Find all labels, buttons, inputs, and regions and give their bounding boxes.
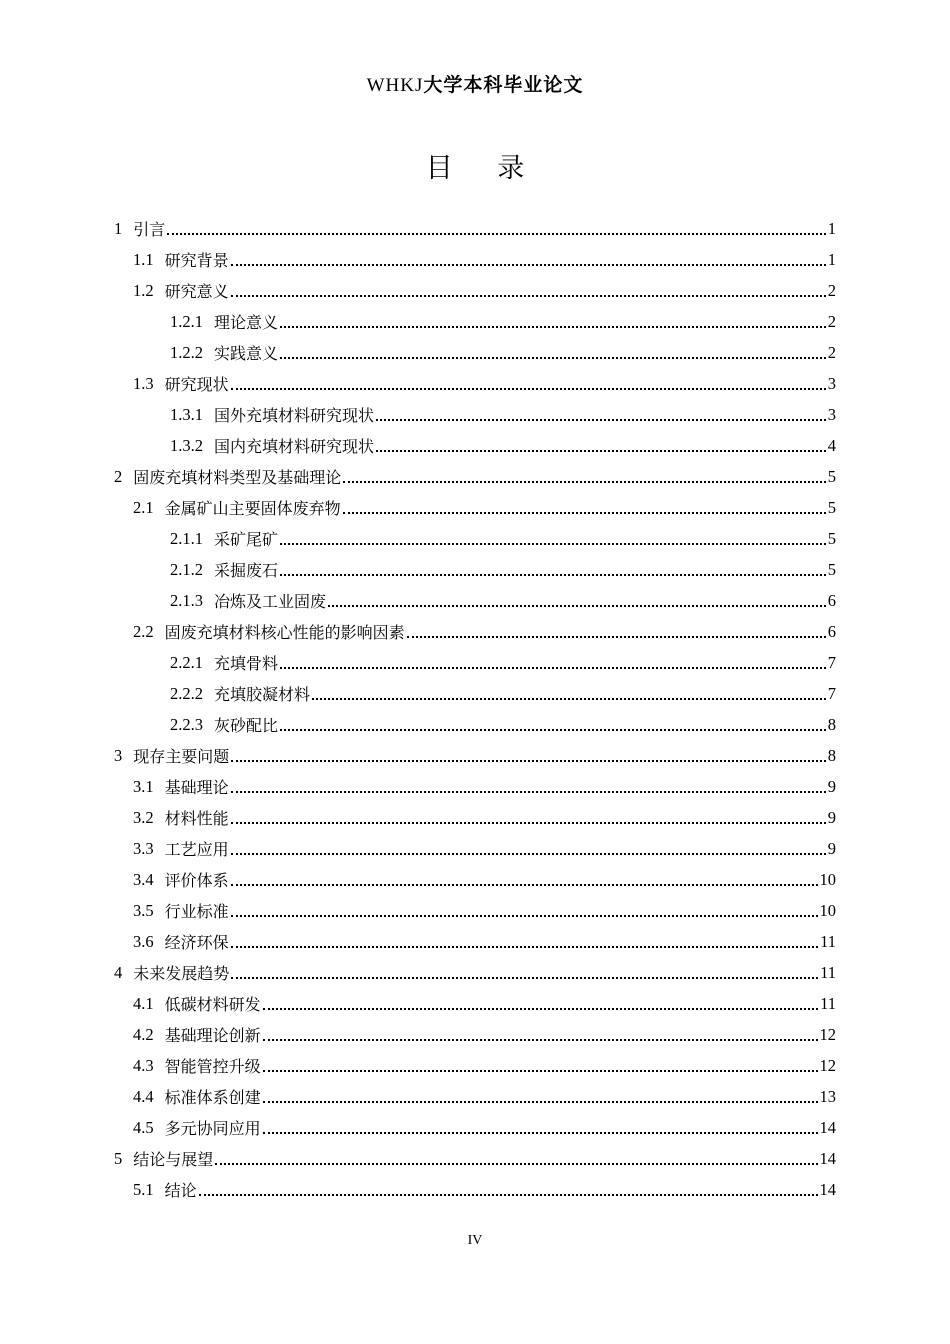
toc-entry-label: 冶炼及工业固废 <box>214 592 327 611</box>
toc-entry-label: 经济环保 <box>164 933 229 952</box>
toc-entry-page: 6 <box>827 621 836 641</box>
toc-entry-label: 充填骨料 <box>214 654 279 673</box>
toc-entry-label: 行业标准 <box>164 902 229 921</box>
toc-dot-leader <box>312 698 826 700</box>
toc-entry-number: 2 <box>114 466 123 486</box>
toc-entry-number: 4.2 <box>133 1024 154 1044</box>
toc-entry-number: 4.1 <box>133 993 154 1013</box>
toc-entry-page: 11 <box>820 931 836 951</box>
toc-entry-page: 5 <box>827 528 836 548</box>
toc-entry-number: 1.2.2 <box>170 342 203 362</box>
toc-entry-number: 5.1 <box>133 1179 154 1199</box>
toc-entry-number: 4.3 <box>133 1055 154 1075</box>
toc-entry-page: 14 <box>819 1148 836 1168</box>
toc-entry[interactable] <box>0 430 950 461</box>
toc-entry-page: 14 <box>819 1117 836 1137</box>
toc-entry[interactable] <box>0 337 950 368</box>
toc-entry-label: 采矿尾矿 <box>214 530 279 549</box>
toc-entry[interactable] <box>0 399 950 430</box>
toc-dot-leader <box>407 636 826 638</box>
toc-entry-number: 5 <box>114 1148 123 1168</box>
toc-entry-page: 2 <box>827 280 836 300</box>
toc-entry-page: 9 <box>827 807 836 827</box>
toc-entry-label: 国内充填材料研究现状 <box>214 437 375 456</box>
toc-dot-leader <box>231 946 818 948</box>
toc-entry-page: 6 <box>827 590 836 610</box>
toc-entry[interactable] <box>0 895 950 926</box>
toc-entry-label: 未来发展趋势 <box>133 964 230 983</box>
toc-entry-number: 1 <box>114 218 123 238</box>
toc-entry-page: 11 <box>820 993 836 1013</box>
toc-entry[interactable] <box>0 926 950 957</box>
toc-entry-page: 10 <box>819 869 836 889</box>
toc-entry-page: 3 <box>827 404 836 424</box>
toc-entry-number: 3.6 <box>133 931 154 951</box>
toc-dot-leader <box>343 481 825 483</box>
toc-entry-number: 4.5 <box>133 1117 154 1137</box>
toc-entry-number: 3.1 <box>133 776 154 796</box>
header-chinese: 大学本科毕业论文 <box>423 74 584 96</box>
toc-entry-label: 基础理论 <box>164 778 229 797</box>
toc-entry-number: 2.2.3 <box>170 714 203 734</box>
toc-entry[interactable] <box>0 988 950 1019</box>
toc-dot-leader <box>231 853 826 855</box>
toc-entry-label: 评价体系 <box>164 871 229 890</box>
toc-dot-leader <box>231 760 825 762</box>
toc-entry-label: 实践意义 <box>214 344 279 363</box>
toc-dot-leader <box>231 264 826 266</box>
toc-entry-label: 充填胶凝材料 <box>214 685 311 704</box>
toc-entry-page: 11 <box>820 962 836 982</box>
toc-entry-number: 2.1 <box>133 497 154 517</box>
toc-entry-number: 1.2.1 <box>170 311 203 331</box>
toc-entry-page: 12 <box>819 1024 836 1044</box>
toc-dot-leader <box>231 915 818 917</box>
toc-entry-page: 7 <box>827 652 836 672</box>
toc-dot-leader <box>231 295 826 297</box>
toc-entry-page: 3 <box>827 373 836 393</box>
toc-dot-leader <box>231 977 818 979</box>
toc-dot-leader <box>280 543 826 545</box>
toc-entry[interactable] <box>0 802 950 833</box>
toc-entry[interactable] <box>0 1143 950 1174</box>
toc-entry-number: 2.1.1 <box>170 528 203 548</box>
toc-dot-leader <box>231 822 826 824</box>
toc-entry[interactable] <box>0 771 950 802</box>
toc-entry-page: 1 <box>827 218 836 238</box>
toc-entry-number: 1.3 <box>133 373 154 393</box>
toc-entry-number: 4 <box>114 962 123 982</box>
toc-entry-label: 标准体系创建 <box>164 1088 261 1107</box>
toc-dot-leader <box>280 326 826 328</box>
toc-dot-leader <box>376 450 826 452</box>
toc-entry-page: 5 <box>827 559 836 579</box>
toc-dot-leader <box>263 1101 818 1103</box>
toc-entry-number: 2.1.2 <box>170 559 203 579</box>
toc-entry[interactable] <box>0 833 950 864</box>
toc-entry[interactable] <box>0 1112 950 1143</box>
toc-dot-leader <box>280 667 826 669</box>
toc-dot-leader <box>231 388 826 390</box>
toc-entry-label: 基础理论创新 <box>164 1026 261 1045</box>
toc-entry-number: 3.4 <box>133 869 154 889</box>
toc-dot-leader <box>167 233 825 235</box>
toc-entry-page: 5 <box>827 497 836 517</box>
toc-dot-leader <box>263 1008 818 1010</box>
toc-entry[interactable] <box>0 275 950 306</box>
toc-entry-page: 13 <box>819 1086 836 1106</box>
toc-entry[interactable] <box>0 616 950 647</box>
toc-entry-label: 研究背景 <box>164 251 229 270</box>
toc-entry-label: 国外充填材料研究现状 <box>214 406 375 425</box>
toc-entry[interactable] <box>0 368 950 399</box>
toc-entry-label: 智能管控升级 <box>164 1057 261 1076</box>
toc-entry-page: 9 <box>827 838 836 858</box>
toc-entry-label: 固废充填材料类型及基础理论 <box>133 468 342 487</box>
toc-dot-leader <box>263 1132 818 1134</box>
toc-entry[interactable] <box>0 554 950 585</box>
toc-entry-number: 2.2.1 <box>170 652 203 672</box>
toc-entry-label: 灰砂配比 <box>214 716 279 735</box>
toc-entry-label: 研究现状 <box>164 375 229 394</box>
toc-entry-label: 研究意义 <box>164 282 229 301</box>
toc-entry[interactable] <box>0 244 950 275</box>
header-latin: WHKJ <box>366 75 424 96</box>
toc-entry[interactable] <box>0 523 950 554</box>
toc-entry-label: 现存主要问题 <box>133 747 230 766</box>
toc-entry[interactable] <box>0 709 950 740</box>
toc-dot-leader <box>263 1039 818 1041</box>
toc-entry-page: 2 <box>827 342 836 362</box>
toc-entry-number: 1.3.1 <box>170 404 203 424</box>
toc-entry[interactable] <box>0 1174 950 1205</box>
toc-dot-leader <box>280 357 826 359</box>
toc-entry-number: 3.5 <box>133 900 154 920</box>
toc-entry-number: 2.2 <box>133 621 154 641</box>
toc-dot-leader <box>215 1163 817 1165</box>
toc-entry-number: 3.2 <box>133 807 154 827</box>
toc-entry-number: 1.1 <box>133 249 154 269</box>
toc-entry[interactable] <box>0 678 950 709</box>
toc-entry[interactable] <box>0 306 950 337</box>
toc-entry-page: 5 <box>827 466 836 486</box>
toc-entry[interactable] <box>0 1019 950 1050</box>
toc-entry-label: 材料性能 <box>164 809 229 828</box>
toc-entry-number: 2.2.2 <box>170 683 203 703</box>
toc-entry[interactable] <box>0 1050 950 1081</box>
toc-dot-leader <box>263 1070 818 1072</box>
toc-entry[interactable] <box>0 1081 950 1112</box>
toc-entry[interactable] <box>0 740 950 771</box>
toc-dot-leader <box>280 729 826 731</box>
toc-entry-label: 理论意义 <box>214 313 279 332</box>
toc-entry-page: 14 <box>819 1179 836 1199</box>
running-header <box>0 70 950 97</box>
toc-entry-label: 结论 <box>164 1181 197 1200</box>
toc-entry-number: 1.3.2 <box>170 435 203 455</box>
toc-dot-leader <box>199 1194 818 1196</box>
toc-entry-number: 3 <box>114 745 123 765</box>
toc-entry-label: 引言 <box>133 220 166 239</box>
toc-entry[interactable] <box>0 213 950 244</box>
toc-entry[interactable] <box>0 957 950 988</box>
toc-entry-page: 1 <box>827 249 836 269</box>
toc-dot-leader <box>280 574 826 576</box>
toc-entry-page: 10 <box>819 900 836 920</box>
page-number: IV <box>467 1233 483 1248</box>
toc-entry-number: 1.2 <box>133 280 154 300</box>
toc-entry-label: 采掘废石 <box>214 561 279 580</box>
toc-entry-number: 2.1.3 <box>170 590 203 610</box>
toc-entry[interactable] <box>0 585 950 616</box>
toc-entry-page: 4 <box>827 435 836 455</box>
toc-entry-page: 8 <box>827 745 836 765</box>
toc-entry-label: 多元协同应用 <box>164 1119 261 1138</box>
toc-dot-leader <box>376 419 826 421</box>
toc-entry-label: 金属矿山主要固体废弃物 <box>164 499 341 518</box>
toc-entry-page: 12 <box>819 1055 836 1075</box>
toc-entry[interactable] <box>0 461 950 492</box>
toc-entry-page: 8 <box>827 714 836 734</box>
toc-entry[interactable] <box>0 492 950 523</box>
toc-entry-page: 9 <box>827 776 836 796</box>
toc-entry[interactable] <box>0 864 950 895</box>
toc-entry[interactable] <box>0 647 950 678</box>
toc-entry-label: 工艺应用 <box>164 840 229 859</box>
table-of-contents <box>0 213 950 1205</box>
toc-entry-page: 2 <box>827 311 836 331</box>
toc-dot-leader <box>343 512 826 514</box>
toc-entry-number: 3.3 <box>133 838 154 858</box>
toc-entry-number: 4.4 <box>133 1086 154 1106</box>
toc-entry-label: 结论与展望 <box>133 1150 214 1169</box>
toc-dot-leader <box>328 605 826 607</box>
page-title: 目 录 <box>425 153 543 184</box>
toc-dot-leader <box>231 791 826 793</box>
toc-dot-leader <box>231 884 818 886</box>
toc-entry-label: 低碳材料研发 <box>164 995 261 1014</box>
toc-entry-label: 固废充填材料核心性能的影响因素 <box>164 623 405 642</box>
toc-entry-page: 7 <box>827 683 836 703</box>
